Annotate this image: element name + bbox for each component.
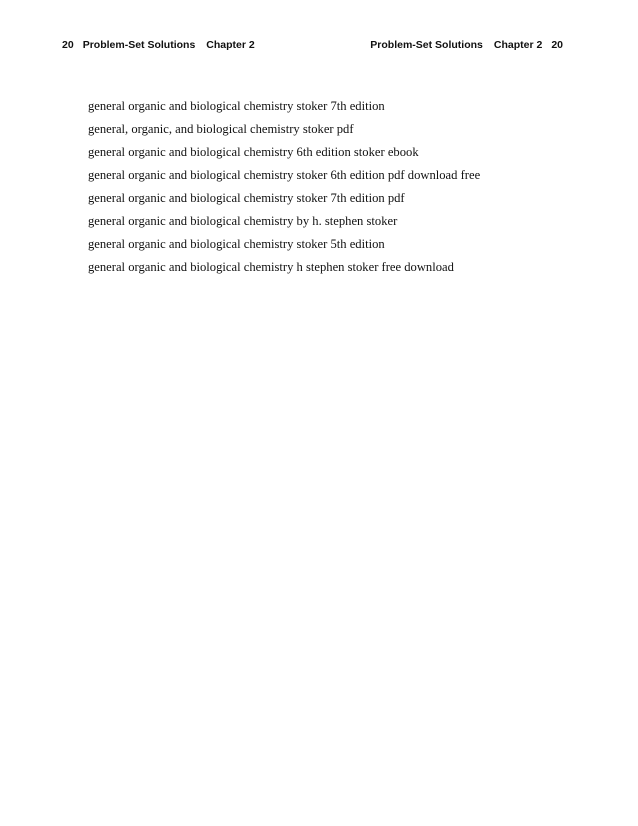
- header-section-right: Problem-Set Solutions: [370, 39, 483, 51]
- list-item: general, organic, and biological chemistry stoker pdf: [88, 122, 354, 136]
- page-number-left: 20: [62, 39, 74, 51]
- list-item: general organic and biological chemistry stoker 6th edition pdf download free: [88, 168, 481, 182]
- running-header-left: [62, 39, 255, 52]
- list-item: general organic and biological chemistry stoker 5th edition: [88, 237, 385, 251]
- header-chapter-right: Chapter 2: [493, 39, 543, 51]
- list-item: general organic and biological chemistry 6th edition stoker ebook: [88, 145, 419, 159]
- list-item: general organic and biological chemistry by h. stephen stoker: [88, 214, 398, 228]
- header-section-left: Problem-Set Solutions: [82, 39, 196, 51]
- list-item: general organic and biological chemistry stoker 7th edition: [88, 99, 385, 113]
- page-number-right: 20: [551, 39, 563, 51]
- list-item: general organic and biological chemistry stoker 7th edition pdf: [88, 191, 405, 205]
- list-item: general organic and biological chemistry h stephen stoker free download: [88, 260, 454, 274]
- related-searches-list: [88, 95, 480, 279]
- running-header-right: [370, 39, 563, 52]
- header-chapter-left: Chapter 2: [206, 39, 255, 51]
